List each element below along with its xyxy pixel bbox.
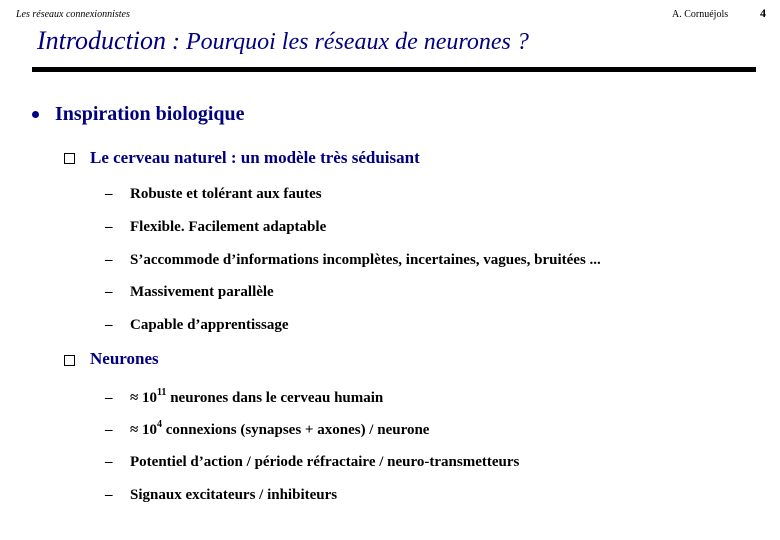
dash-icon: – [105,219,113,235]
subitem-flexible: Flexible. Facilement adaptable [130,219,327,235]
subitem-connections: ≈ $10^4$ connexions (synapses + axones) / neurone [130,419,430,438]
checkbox-square-icon [64,355,75,366]
subitem-parallel: Massivement parallèle [130,284,274,300]
checkbox-square-icon [64,153,75,164]
subitem-neuron-count: ≈ $10^{11}$ neurones dans le cerveau humain [130,387,384,406]
subitem-learning: Capable d’apprentissage [130,317,289,333]
dash-icon: – [105,454,113,470]
item-neurons: Neurones [90,349,159,368]
dash-icon: – [105,186,113,202]
dash-icon: – [105,284,113,300]
dash-icon: – [105,487,113,503]
header-course-title: Les réseaux connexionnistes [16,9,130,20]
subitem-robust: Robuste et tolérant aux fautes [130,186,322,202]
slide-title-rest: : Pourquoi les réseaux de neurones ? [166,29,529,55]
dash-icon: – [105,252,113,268]
slide-title [37,26,529,56]
bullet-dot-icon [32,111,39,118]
dash-icon: – [105,390,113,406]
subitem-action-potential: Potentiel d’action / période réfractaire / neuro-transmetteurs [130,454,520,470]
section-heading: Inspiration biologique [55,103,245,125]
page-number: 4 [760,6,766,20]
slide-title-main: Introduction [37,26,167,55]
subitem-incomplete-info: S’accommode d’informations incomplètes, incertaines, vagues, bruitées ... [130,252,601,268]
title-rule [32,67,756,72]
item-brain: Le cerveau naturel : un modèle très séduisant [90,148,420,167]
dash-icon: – [105,317,113,333]
header-author: A. Cornuéjols [672,9,729,20]
subitem-signals: Signaux excitateurs / inhibiteurs [130,487,338,503]
dash-icon: – [105,422,113,438]
